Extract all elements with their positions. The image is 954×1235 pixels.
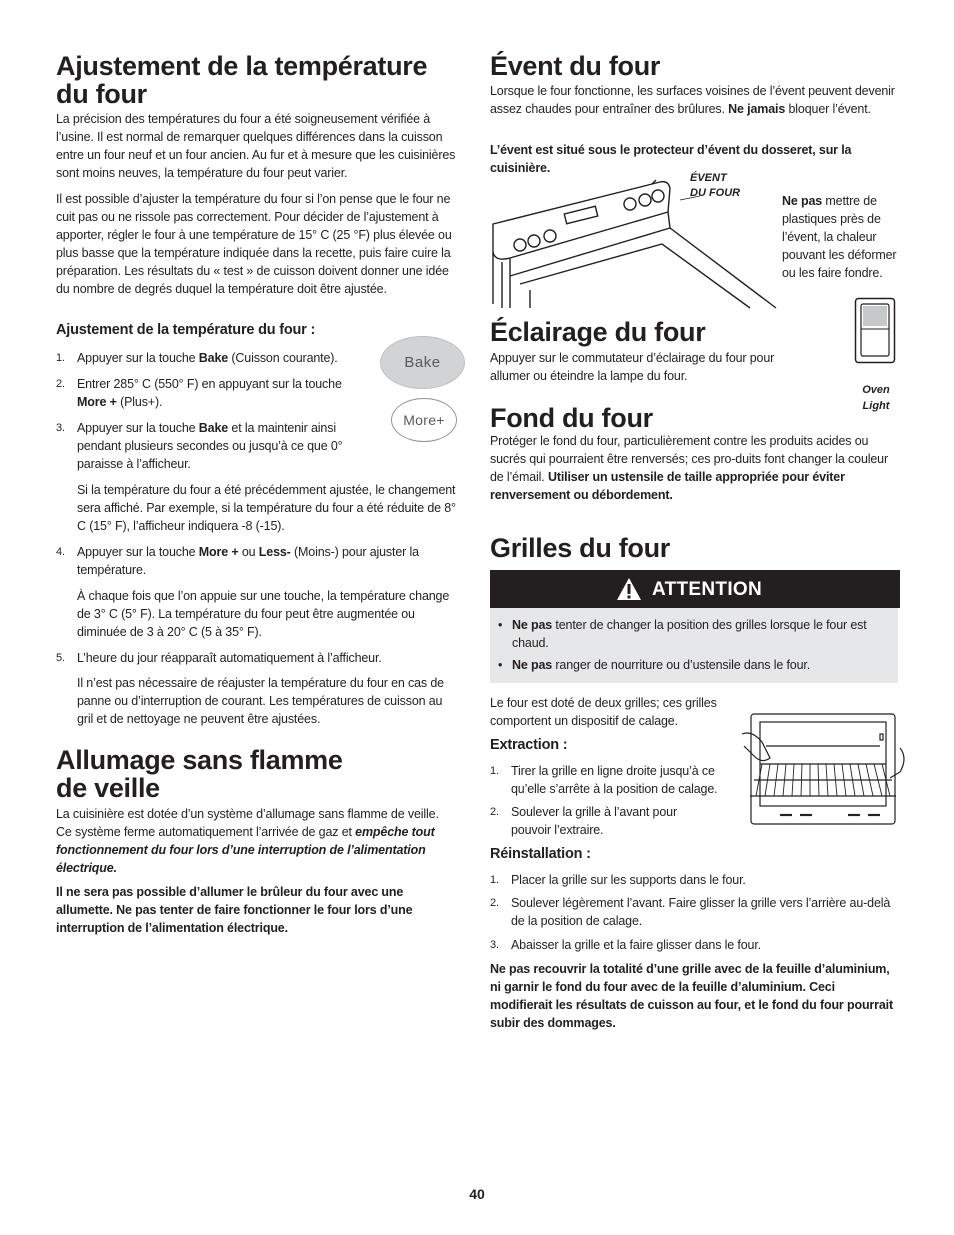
bottom-section-title: Fond du four <box>490 403 653 433</box>
attention-box: • Ne pas tenter de changer la position des grilles lorsque le four est chaud. • Ne pas ranger de nourriture ou d’ustensile dans le four. <box>490 608 898 683</box>
step-5-note: Il n’est pas nécessaire de réajuster la température du four en cas de panne ou d’interruption de courant. Les températures de cuisson au gril et de nettoyage ne peuvent être ajustées. <box>77 676 444 726</box>
oven-light-switch <box>854 297 896 365</box>
light-paragraph: Appuyer sur le commutateur d’éclairage du four pour allumer ou éteindre la lampe du four. <box>490 351 775 383</box>
oven-light-label: Oven Light <box>862 384 890 412</box>
vent-location: L’évent est situé sous le protecteur d’évent du dosseret, sur la cuisinière. <box>490 143 852 175</box>
page-number: 40 <box>469 1186 485 1202</box>
light-section-title: Éclairage du four <box>490 317 706 347</box>
oven-vent-illustration <box>490 172 780 310</box>
step-4-note: À chaque fois que l’on appuie sur une touche, la température change de 3° C (5° F). La température du four peut être augmentée ou diminuée de 3 à 20° C (5 à 35° F). <box>77 589 450 639</box>
attention-bar <box>490 570 900 608</box>
bake-key-label: Bake <box>404 354 441 371</box>
ignition-paragraph: La cuisinière est dotée d’un système d’allumage sans flamme de veille. Ce système ferme automatiquement l’arrivée de gaz et empêche tout fonctionnement du four lors d’une interruption de l’alimentation électrique. <box>56 807 439 875</box>
bottom-paragraph: Protéger le fond du four, particulièrement contre les produits acides ou sucrés qui pourraient être renversés; ces pro-duits font changer la couleur de l’émail. Utiliser un ustensile de taille appropriée pour éviter renversement ou débordement. <box>490 434 888 502</box>
bake-key <box>380 336 465 389</box>
more-key <box>391 398 457 442</box>
attention-label: ATTENTION <box>652 579 763 600</box>
temperature-intro-paragraph: La précision des températures du four a été soigneusement vérifiée à l’usine. Il est normal de remarquer quelques différences dans la cuisson entre un four neuf et un four ancien. Au fur et à mesure que les cuisinières sont moins neuves, la température du four peut varier. <box>56 112 456 180</box>
oven-rack-illustration <box>740 712 908 828</box>
ignition-warning: Il ne sera pas possible d’allumer le brûleur du four avec une allumette. Ne pas tenter de faire fonctionner le four lors d’une interruption de l’alimentation électrique. <box>56 885 413 935</box>
more-key-label: More+ <box>403 412 445 428</box>
racks-paragraph: Le four est doté de deux grilles; ces grilles comportent un dispositif de calage. <box>490 696 717 728</box>
vent-section-title: Évent du four <box>490 51 661 81</box>
reinstall-subtitle: Réinstallation : <box>490 846 591 862</box>
vent-paragraph: Lorsque le four fonctionne, les surfaces voisines de l’évent peuvent devenir assez chaudes pour entraîner des brûlures. Ne jamais bloquer l’évent. <box>490 84 895 116</box>
temperature-section-title: Ajustement de la température du four <box>56 51 428 109</box>
temperature-adjust-subtitle: Ajustement de la température du four : <box>56 322 316 338</box>
step-3-note: Si la température du four a été précédemment ajustée, le changement sera affiché. Par exemple, si la température du four a été réduite de 8° C (15° F), l’afficheur indiquera -8 (-15). <box>77 483 456 533</box>
ignition-section-title: Allumage sans flamme de veille <box>56 745 343 803</box>
extraction-subtitle: Extraction : <box>490 737 568 753</box>
temperature-adjust-paragraph: Il est possible d’ajuster la température du four si l’on pense que le four ne cuit pas ou ne rissole pas correctement. Pour décider de l’ajustement à apporter, régler le four à une température de 15° C (25 °F) plus élevée ou plus basse que la température indiquée dans la recette, puis faire cuire la préparation. Les résultats du « test » de cuisson doivent donner une idée du nombre de degrés duquel la température doit être ajustée. <box>56 192 452 296</box>
vent-note: Ne pas mettre de plastiques près de l’évent, la chaleur pouvant les déformer ou les faire fondre. <box>782 194 897 280</box>
racks-section-title: Grilles du four <box>490 533 671 563</box>
vent-callout-label: ÉVENT DU FOUR <box>690 172 741 199</box>
foil-warning: Ne pas recouvrir la totalité d’une grille avec de la feuille d’aluminium, ni garnir le fond du four avec de la feuille d’aluminium. Ceci modifierait les résultats de cuisson au four, et le fond du four pourrait subir des dommages. <box>490 962 893 1030</box>
warning-icon <box>616 577 642 601</box>
